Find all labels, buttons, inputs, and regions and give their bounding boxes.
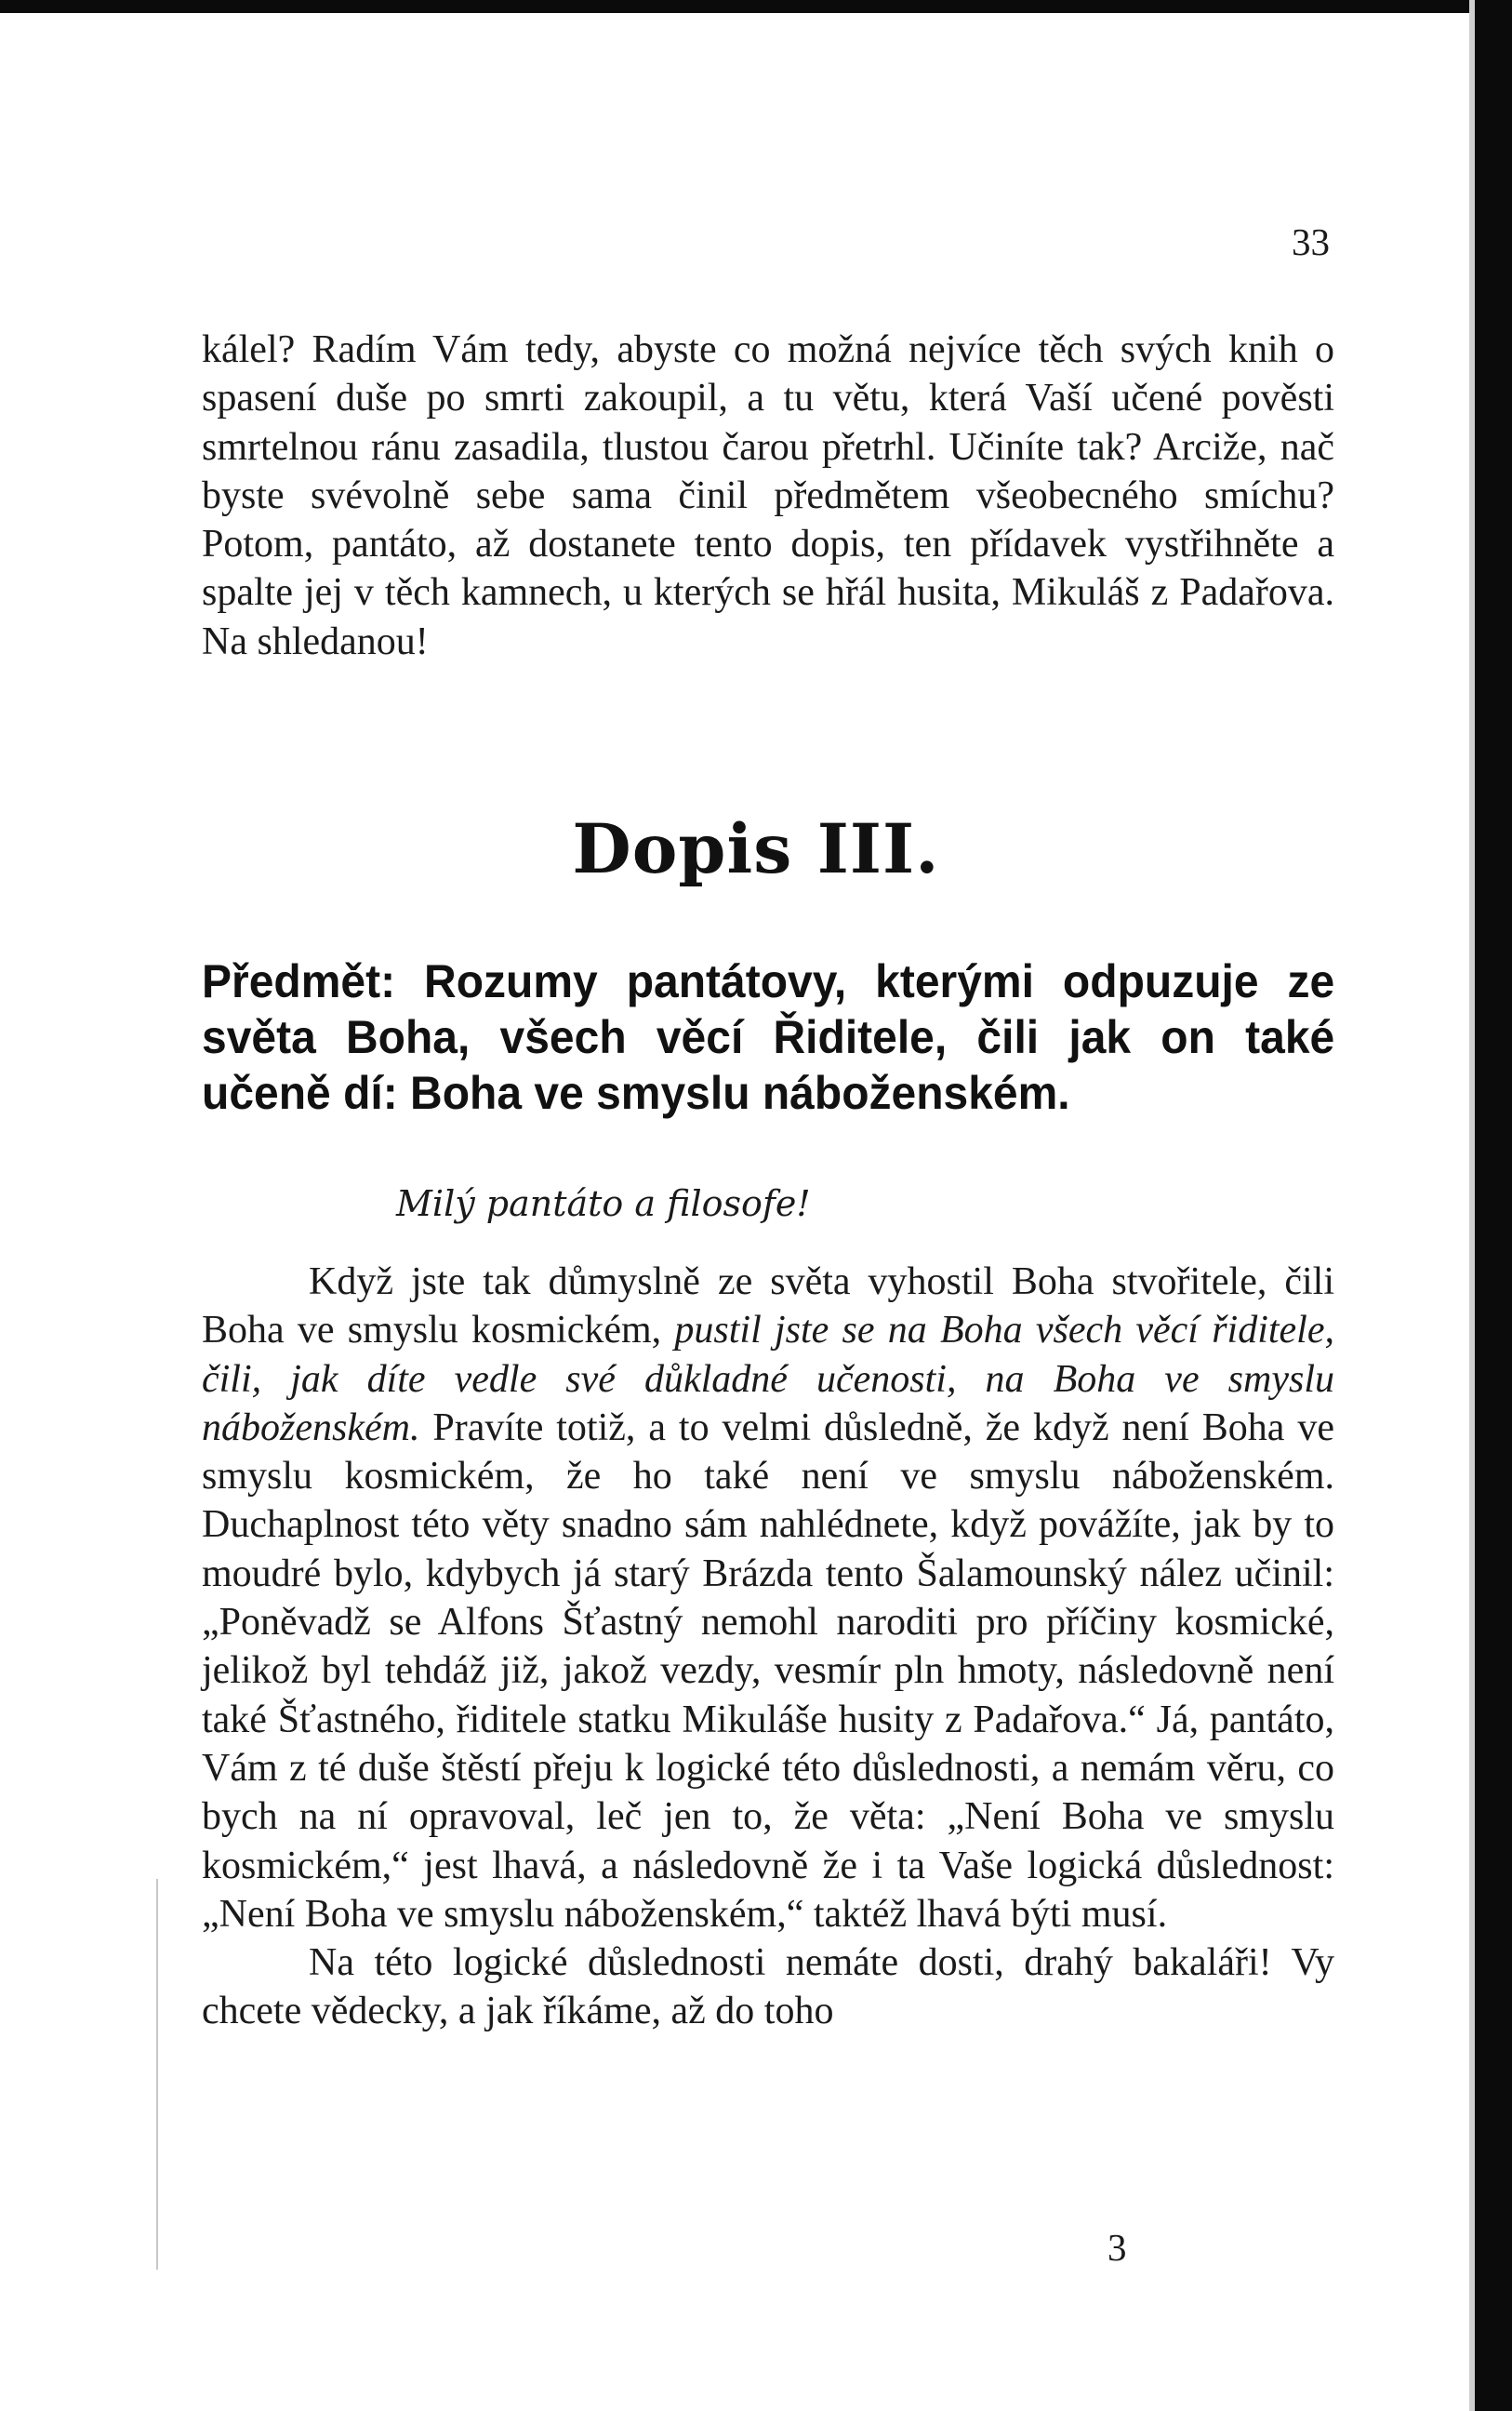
letter-salutation: Milý pantáto a filosofe! (396, 1183, 811, 1224)
intro-paragraph (202, 326, 1334, 666)
scan-edge-right (1475, 0, 1512, 2411)
margin-mark (156, 1879, 171, 2270)
signature-mark: 3 (1107, 2226, 1127, 2269)
intro-paragraph-text: kálel? Radím Vám tedy, abyste co možná nejvíce těch svých knih o spasení duše po smrti zakoupil, a tu větu, která Vaší učené pověsti smrtelnou ránu zasadila, tlustou čarou přetrhl. Učiníte tak? Arciže, nač byste svévolně sebe sama činil předmětem všeobecného smíchu? Potom, pantáto, až dostanete tento dopis, ten přídavek vystřihněte a spalte jej v těch kamnech, u kterých se hřál husita, Mikuláš z Padařova. Na shledanou! (202, 328, 1334, 663)
chapter-heading: Dopis III. (572, 809, 940, 889)
chapter-subject: Předmět: Rozumy pantátovy, kterými odpuzuje ze světa Boha, všech věcí Řiditele, čili jak on také učeně dí: Boha ve smyslu náboženském. (202, 955, 1335, 1119)
body-p1-start: Když jste tak důmyslně ze světa vyhostil Boha stvořitele, čili Boha ve smyslu kosmickém, (202, 1260, 1334, 1352)
body-paragraph-1 (202, 1258, 1334, 1938)
body-p2-text: Na této logické důslednosti nemáte dosti, drahý bakaláři! Vy chcete vědecky, a jak říkáme, až do toho (202, 1941, 1334, 2033)
body-p1-rest: Pravíte totiž, a to velmi důsledně, že když není Boha ve smyslu kosmickém, že ho také není ve smyslu náboženském. Duchaplnost této věty snadno sám nahlédnete, když povážíte, jak by to moudré bylo, kdybych já starý Brázda tento Šalamounský nález učinil: „Poněvadž se Alfons Šťastný nemohl naroditi pro příčiny kosmické, jelikož byl tehdáž již, jakož vezdy, vesmír pln hmoty, následovně není také Šťastného, řiditele statku Mikuláše husity z Padařova.“ Já, pantáto, Vám z té duše štěstí přeju k logické této důslednosti, a nemám věru, co bych na ní opravoval, leč jen to, že věta: „Není Boha ve smyslu kosmickém,“ jest lhavá, a následovně že i ta Vaše logická důslednost: „Není Boha ve smyslu náboženském,“ taktéž lhavá býti musí. (202, 1405, 1334, 1936)
page-number: 33 (1292, 220, 1330, 263)
body-paragraph-2 (202, 1938, 1334, 2036)
letter-body (202, 1258, 1334, 2036)
scan-edge-shadow (1469, 0, 1475, 2411)
body-p1-emphasis: pustil jste se na Boha všech věcí řiditele, čili, jak díte vedle své důkladné učenosti, na Boha ve smyslu náboženském. (202, 1309, 1334, 1449)
scan-edge-top (0, 0, 1512, 13)
